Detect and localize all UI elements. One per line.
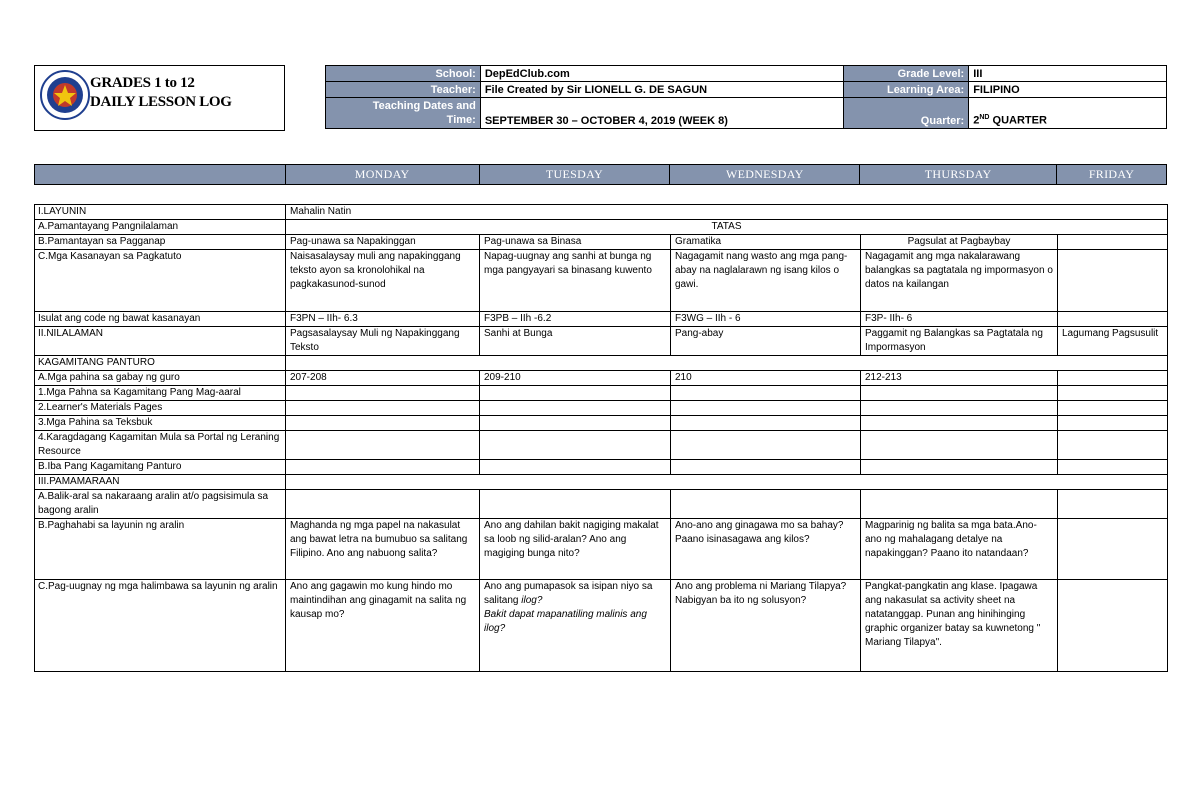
table-row bbox=[35, 327, 1168, 356]
table-cell: Pagsulat at Pagbaybay bbox=[861, 235, 1058, 250]
row-label: B.Paghahabi sa layunin ng aralin bbox=[35, 519, 286, 580]
table-row bbox=[35, 220, 1168, 235]
table-cell: Nagagamit nang wasto ang mga pang-abay na naglalarawn ng isang kilos o gawi. bbox=[671, 250, 861, 312]
learning-area-label: Learning Area: bbox=[844, 82, 969, 98]
table-cell: Ano ang gagawin mo kung hindo mo maintindihan ang ginagamit na salita ng kausap mo? bbox=[286, 580, 480, 672]
row-label: KAGAMITANG PANTURO bbox=[35, 356, 286, 371]
row-label: 4.Karagdagang Kagamitan Mula sa Portal ng Leraning Resource bbox=[35, 431, 286, 460]
table-cell: 209-210 bbox=[480, 371, 671, 386]
table-cell bbox=[480, 431, 671, 460]
table-cell: 210 bbox=[671, 371, 861, 386]
table-cell bbox=[671, 386, 861, 401]
day-thursday: THURSDAY bbox=[860, 165, 1057, 185]
day-tuesday: TUESDAY bbox=[479, 165, 670, 185]
page-title: GRADES 1 to 12 DAILY LESSON LOG bbox=[90, 75, 232, 110]
teaching-dates-label: Teaching Dates and Time: bbox=[326, 98, 481, 129]
table-row bbox=[35, 386, 1168, 401]
table-cell bbox=[1058, 250, 1168, 312]
table-cell bbox=[861, 401, 1058, 416]
table-row bbox=[35, 460, 1168, 475]
school-label: School: bbox=[326, 66, 481, 82]
table-cell: F3PB – IIh -6.2 bbox=[480, 312, 671, 327]
table-cell bbox=[1058, 519, 1168, 580]
table-cell bbox=[286, 475, 1168, 490]
header-info-table bbox=[325, 65, 1167, 129]
table-cell: F3WG – IIh - 6 bbox=[671, 312, 861, 327]
row-label: A.Balik-aral sa nakaraang aralin at/o pagsisimula sa bagong aralin bbox=[35, 490, 286, 519]
table-cell: Pang-abay bbox=[671, 327, 861, 356]
row-label: B.Iba Pang Kagamitang Panturo bbox=[35, 460, 286, 475]
table-cell: Ano-ano ang ginagawa mo sa bahay? Paano isinasagawa ang kilos? bbox=[671, 519, 861, 580]
table-cell bbox=[1058, 431, 1168, 460]
learning-area-value: FILIPINO bbox=[969, 82, 1167, 98]
table-cell: F3PN – IIh- 6.3 bbox=[286, 312, 480, 327]
table-cell bbox=[1058, 416, 1168, 431]
table-cell bbox=[671, 431, 861, 460]
table-cell: Maghanda ng mga papel na nakasulat ang bawat letra na bumubuo sa salitang Filipino. Ano ang nabuong salita? bbox=[286, 519, 480, 580]
table-cell: Paggamit ng Balangkas sa Pagtatala ng Impormasyon bbox=[861, 327, 1058, 356]
row-label: C.Mga Kasanayan sa Pagkatuto bbox=[35, 250, 286, 312]
row-label: C.Pag-uugnay ng mga halimbawa sa layunin ng aralin bbox=[35, 580, 286, 672]
table-cell bbox=[1058, 401, 1168, 416]
table-cell: Naisasalaysay muli ang napakinggang teksto ayon sa kronolohikal na pagkakasunod-sunod bbox=[286, 250, 480, 312]
table-row bbox=[35, 205, 1168, 220]
table-cell bbox=[1058, 580, 1168, 672]
table-row bbox=[35, 431, 1168, 460]
table-cell: F3P- IIh- 6 bbox=[861, 312, 1058, 327]
day-wednesday: WEDNESDAY bbox=[670, 165, 860, 185]
table-cell bbox=[286, 386, 480, 401]
table-cell bbox=[861, 460, 1058, 475]
table-cell bbox=[861, 431, 1058, 460]
table-cell bbox=[1058, 235, 1168, 250]
table-cell bbox=[286, 416, 480, 431]
row-label: 2.Learner's Materials Pages bbox=[35, 401, 286, 416]
table-cell: Pagsasalaysay Muli ng Napakinggang Teksto bbox=[286, 327, 480, 356]
table-row bbox=[35, 235, 1168, 250]
table-cell bbox=[861, 490, 1058, 519]
table-cell bbox=[671, 490, 861, 519]
table-cell: Napag-uugnay ang sanhi at bunga ng mga pangyayari sa binasang kuwento bbox=[480, 250, 671, 312]
table-cell bbox=[1058, 371, 1168, 386]
table-cell: Pag-unawa sa Binasa bbox=[480, 235, 671, 250]
table-cell bbox=[480, 416, 671, 431]
table-row bbox=[35, 401, 1168, 416]
table-cell bbox=[480, 386, 671, 401]
table-cell bbox=[861, 416, 1058, 431]
lesson-log-table bbox=[34, 204, 1168, 672]
table-cell: 212-213 bbox=[861, 371, 1058, 386]
table-row bbox=[35, 519, 1168, 580]
deped-seal-icon bbox=[39, 69, 91, 121]
table-cell: 207-208 bbox=[286, 371, 480, 386]
quarter-value: 2ND QUARTER bbox=[969, 98, 1167, 129]
table-cell: Sanhi at Bunga bbox=[480, 327, 671, 356]
table-cell: Lagumang Pagsusulit bbox=[1058, 327, 1168, 356]
row-label: 3.Mga Pahina sa Teksbuk bbox=[35, 416, 286, 431]
table-cell: Pangkat-pangkatin ang klase. Ipagawa ang nakasulat sa activity sheet na natatanggap. Punan ang hinihinging graphic organizer batay sa kuwnetong " Mariang Tilapya". bbox=[861, 580, 1058, 672]
row-label: Isulat ang code ng bawat kasanayan bbox=[35, 312, 286, 327]
table-cell bbox=[671, 416, 861, 431]
table-cell: Mahalin Natin bbox=[286, 205, 1168, 220]
table-cell: Nagagamit ang mga nakalarawang balangkas sa pagtatala ng impormasyon o datos na kailangan bbox=[861, 250, 1058, 312]
table-cell bbox=[286, 401, 480, 416]
table-row bbox=[35, 475, 1168, 490]
day-header-table bbox=[34, 164, 1167, 185]
day-friday: FRIDAY bbox=[1057, 165, 1167, 185]
school-value: DepEdClub.com bbox=[480, 66, 844, 82]
table-cell bbox=[286, 460, 480, 475]
row-label: A.Pamantayang Pangnilalaman bbox=[35, 220, 286, 235]
quarter-label: Quarter: bbox=[844, 98, 969, 129]
table-row bbox=[35, 312, 1168, 327]
table-cell bbox=[286, 431, 480, 460]
table-cell bbox=[1058, 386, 1168, 401]
grade-level-label: Grade Level: bbox=[844, 66, 969, 82]
table-cell: Magparinig ng balita sa mga bata.Ano-ano ng mahalagang detalye na napakinggan? Paano ito natandaan? bbox=[861, 519, 1058, 580]
table-cell: Ano ang problema ni Mariang Tilapya?Nabigyan ba ito ng solusyon? bbox=[671, 580, 861, 672]
table-cell bbox=[1058, 460, 1168, 475]
table-row bbox=[35, 356, 1168, 371]
table-cell bbox=[671, 460, 861, 475]
table-cell bbox=[286, 490, 480, 519]
day-monday: MONDAY bbox=[285, 165, 479, 185]
teacher-value: File Created by Sir LIONELL G. DE SAGUN bbox=[480, 82, 844, 98]
table-cell bbox=[1058, 490, 1168, 519]
teaching-dates-value: SEPTEMBER 30 – OCTOBER 4, 2019 (WEEK 8) bbox=[480, 98, 844, 129]
table-row bbox=[35, 580, 1168, 672]
table-cell bbox=[861, 386, 1058, 401]
row-label: 1.Mga Pahna sa Kagamitang Pang Mag-aaral bbox=[35, 386, 286, 401]
table-cell bbox=[286, 356, 1168, 371]
table-row bbox=[35, 416, 1168, 431]
table-cell bbox=[480, 460, 671, 475]
row-label: I.LAYUNIN bbox=[35, 205, 286, 220]
row-label: B.Pamantayan sa Pagganap bbox=[35, 235, 286, 250]
row-label: A.Mga pahina sa gabay ng guro bbox=[35, 371, 286, 386]
table-cell: Ano ang pumapasok sa isipan niyo sa salitang ilog? Bakit dapat mapanatiling malinis ang ilog? bbox=[480, 580, 671, 672]
table-row bbox=[35, 371, 1168, 386]
table-cell: Pag-unawa sa Napakinggan bbox=[286, 235, 480, 250]
row-label: III.PAMAMARAAN bbox=[35, 475, 286, 490]
table-cell bbox=[671, 401, 861, 416]
table-cell: Ano ang dahilan bakit nagiging makalat sa loob ng silid-aralan? Ano ang magiging bunga nito? bbox=[480, 519, 671, 580]
table-row bbox=[35, 490, 1168, 519]
table-cell: Gramatika bbox=[671, 235, 861, 250]
header-title-block bbox=[34, 65, 285, 131]
row-label: II.NILALAMAN bbox=[35, 327, 286, 356]
table-cell: TATAS bbox=[286, 220, 1168, 235]
table-cell bbox=[1058, 312, 1168, 327]
table-cell bbox=[480, 401, 671, 416]
table-row bbox=[35, 250, 1168, 312]
teacher-label: Teacher: bbox=[326, 82, 481, 98]
table-cell bbox=[480, 490, 671, 519]
grade-level-value: III bbox=[969, 66, 1167, 82]
day-header-blank bbox=[35, 165, 286, 185]
